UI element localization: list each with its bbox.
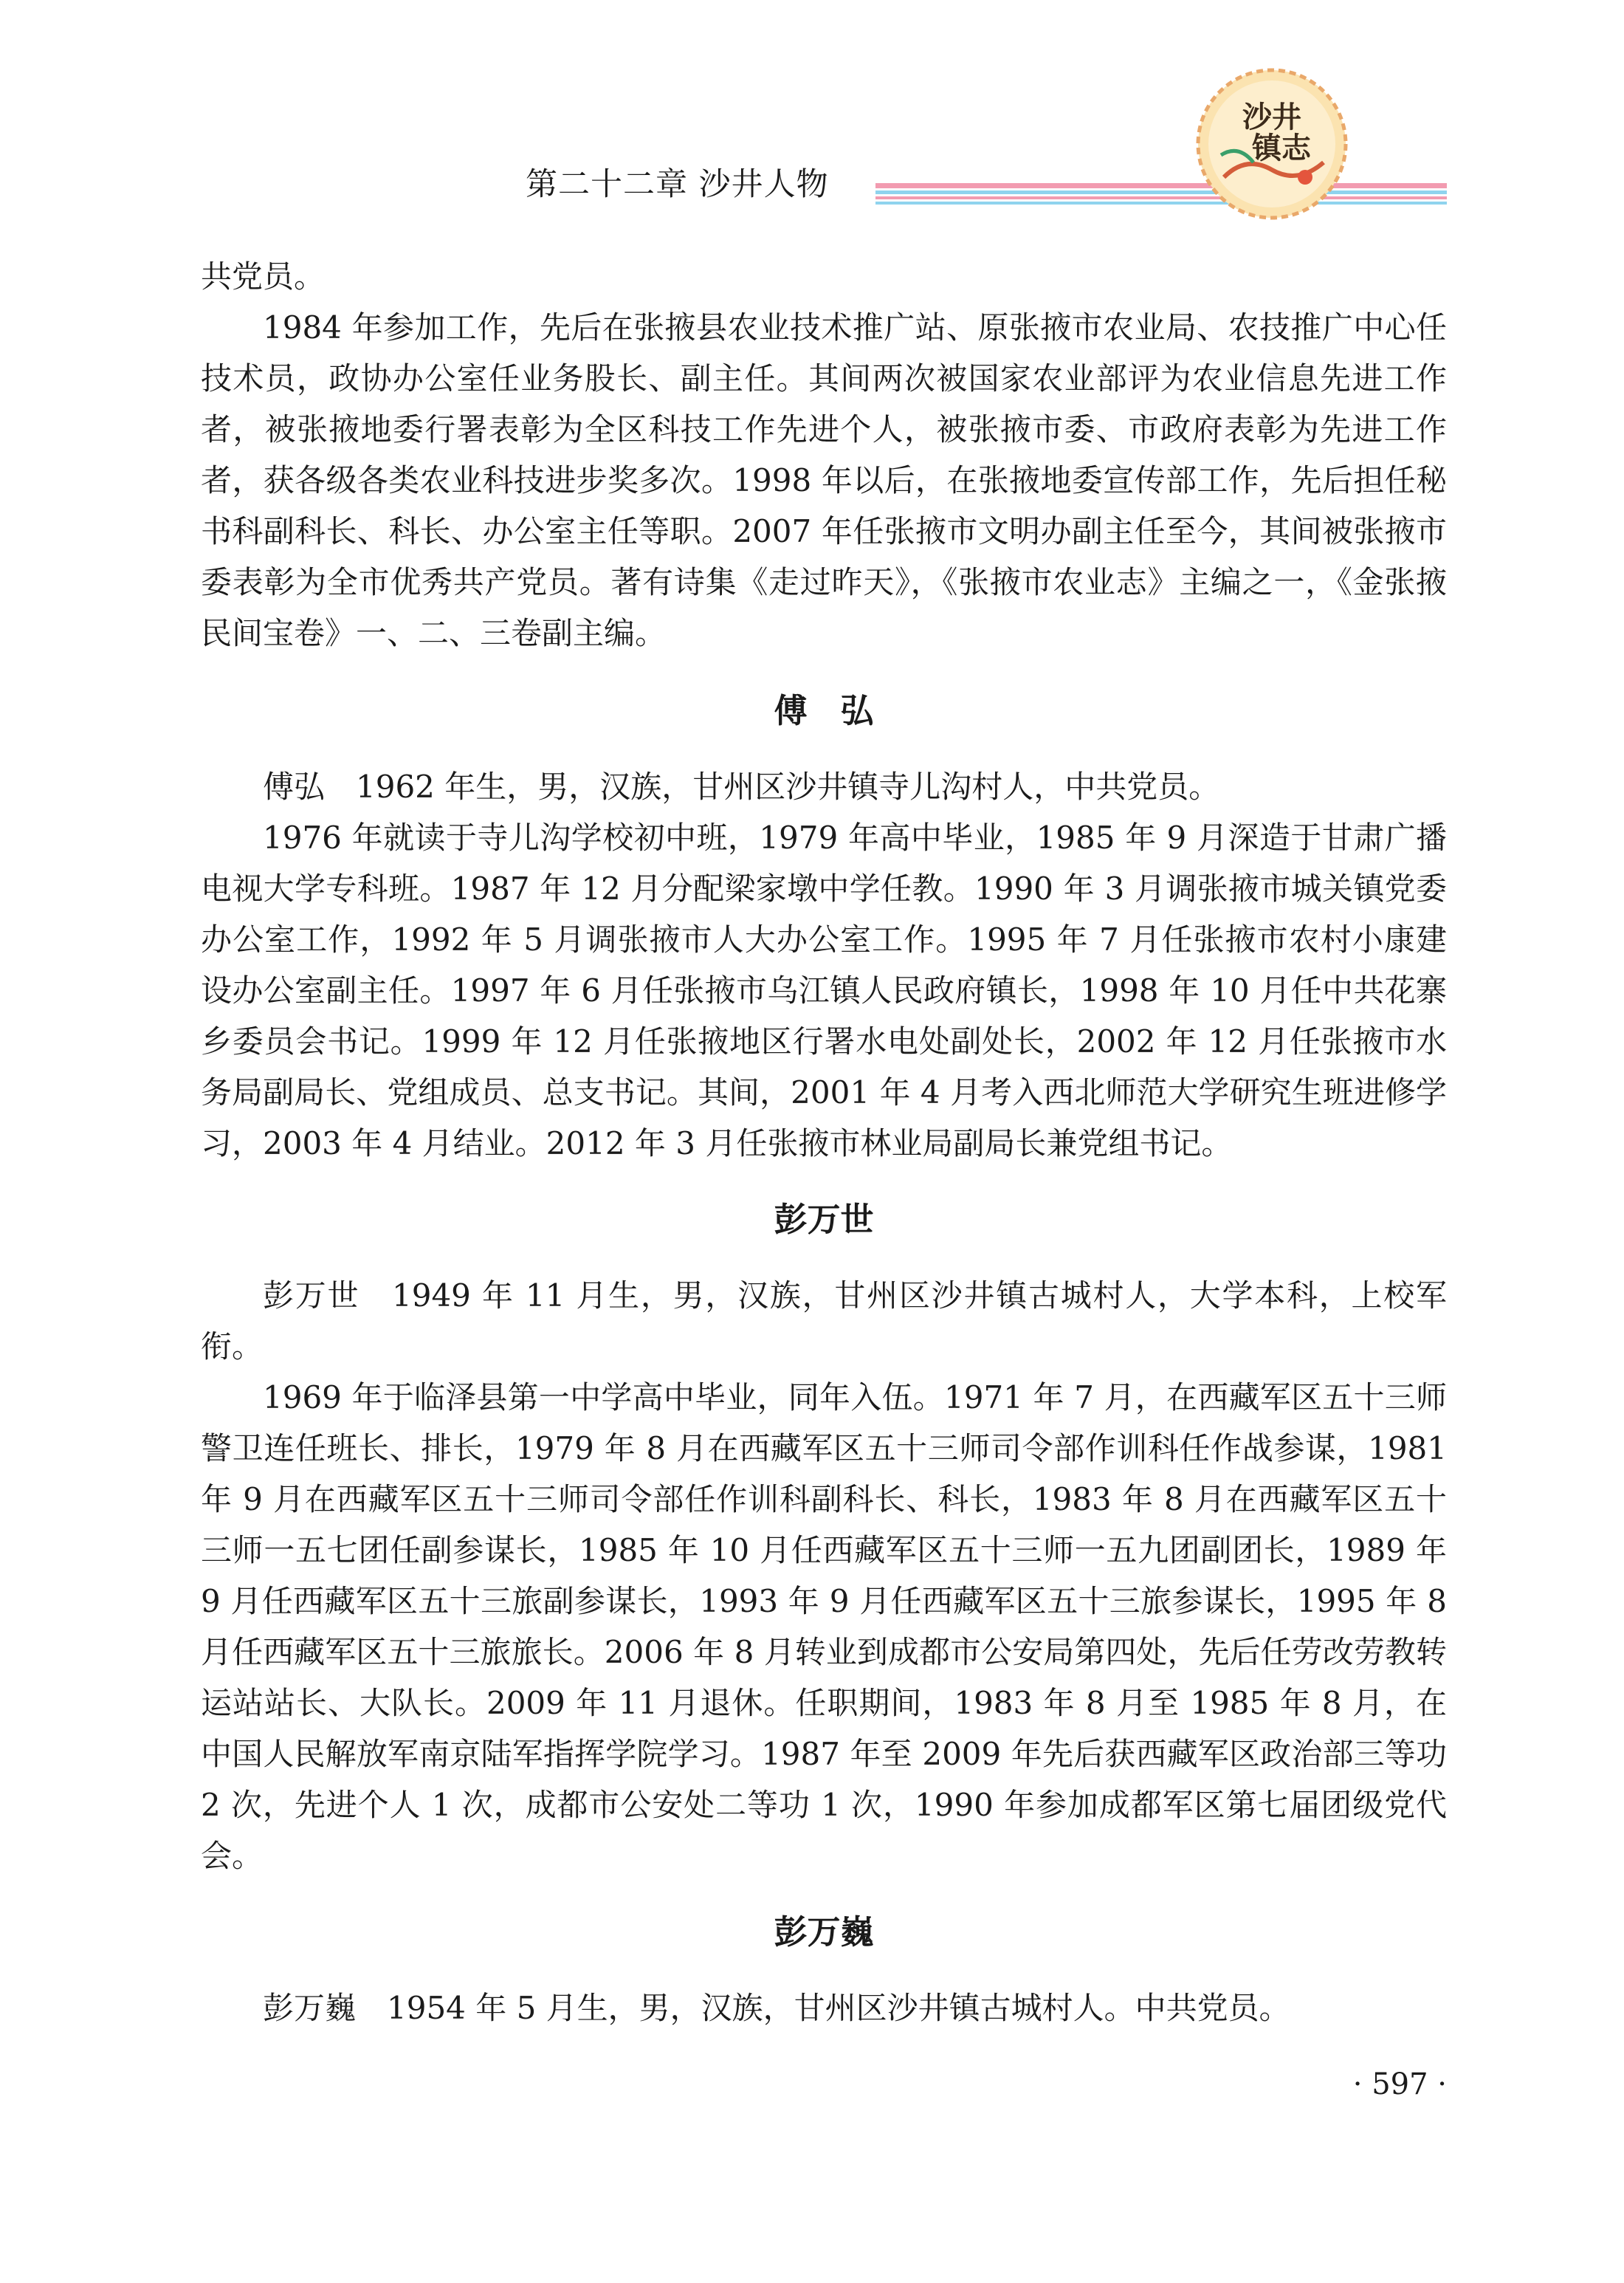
- section-heading-pengwanshi: 彭万世: [774, 1200, 874, 1239]
- paragraph: 1969 年于临泽县第一中学高中毕业，同年入伍。1971 年 7 月，在西藏军区五十三师警卫连任班长、排长，1979 年 8 月在西藏军区五十三师司令部作训科任作战参谋，1981 年 9 月在西藏军区五十三师司令部任作训科副科长、科长，1983 年 8 月在西藏军区五十三师一五七团任副参谋长，1985 年 10 月任西藏军区五十三师一五九团副团长，1989 年 9 月任西藏军区五十三旅副参谋长，1993 年 9 月任西藏军区五十三旅参谋长，1995 年 8 月任西藏军区五十三旅旅长。2006 年 8 月转业到成都市公安局第四处，先后任劳改劳教转运站站长、大队长。2009 年 11 月退休。任职期间，1983 年 8 月至 1985 年 8 月，在中国人民解放军南京陆军指挥学院学习。1987 年至 2009 年先后获西藏军区政治部三等功 2 次，先进个人 1 次，成都市公安处二等功 1 次，1990 年参加成都军区第七届团级党代会。: [201, 1379, 1447, 1874]
- page-body: [201, 251, 1447, 2033]
- section-heading-fuhong: 傅 弘: [774, 691, 874, 730]
- page-number: · 597 ·: [1352, 2067, 1447, 2101]
- paragraph: 傅弘 1962 年生，男，汉族，甘州区沙井镇寺儿沟村人，中共党员。: [263, 769, 1220, 805]
- header-decorative-rule: [875, 180, 1447, 207]
- town-chronicle-logo: [1194, 66, 1349, 222]
- logo-text-line2: 镇志: [1252, 131, 1311, 165]
- paragraph: 彭万世 1949 年 11 月生，男，汉族，甘州区沙井镇古城村人，大学本科，上校军衔。: [201, 1277, 1447, 1364]
- paragraph: 1976 年就读于寺儿沟学校初中班，1979 年高中毕业，1985 年 9 月深造于甘肃广播电视大学专科班。1987 年 12 月分配梁家墩中学任教。1990 年 3 月调张掖市城关镇党委办公室工作，1992 年 5 月调张掖市人大办公室工作。1995 年 7 月任张掖市农村小康建设办公室副主任。1997 年 6 月任张掖市乌江镇人民政府镇长，1998 年 10 月任中共花寨乡委员会书记。1999 年 12 月任张掖地区行署水电处副处长，2002 年 12 月任张掖市水务局副局长、党组成员、总支书记。其间，2001 年 4 月考入西北师范大学研究生班进修学习，2003 年 4 月结业。2012 年 3 月任张掖市林业局副局长兼党组书记。: [201, 820, 1447, 1161]
- chapter-title: 第二十二章 沙井人物: [526, 166, 829, 203]
- section-heading-pengwanwei: 彭万巍: [774, 1912, 874, 1951]
- paragraph: 1984 年参加工作，先后在张掖县农业技术推广站、原张掖市农业局、农技推广中心任技术员，政协办公室任业务股长、副主任。其间两次被国家农业部评为农业信息先进工作者，被张掖地委行署表彰为全区科技工作先进个人，被张掖市委、市政府表彰为先进工作者，获各级各类农业科技进步奖多次。1998 年以后，在张掖地委宣传部工作，先后担任秘书科副科长、科长、办公室主任等职。2007 年任张掖市文明办副主任至今，其间被张掖市委表彰为全市优秀共产党员。著有诗集《走过昨天》，《张掖市农业志》主编之一，《金张掖民间宝卷》一、二、三卷副主编。: [201, 309, 1447, 651]
- paragraph: 彭万巍 1954 年 5 月生，男，汉族，甘州区沙井镇古城村人。中共党员。: [263, 1990, 1290, 2026]
- paragraph: 共党员。: [201, 258, 326, 295]
- logo-text-line1: 沙井: [1242, 100, 1301, 134]
